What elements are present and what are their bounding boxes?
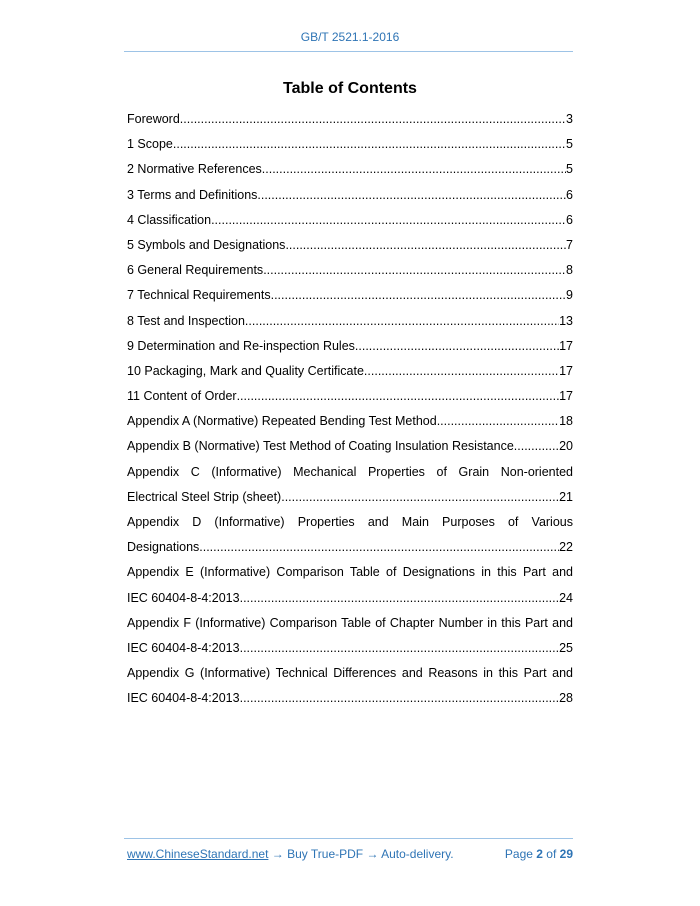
toc-entry-page: 7 bbox=[566, 237, 573, 252]
header-standard-number: GB/T 2521.1-2016 bbox=[300, 30, 400, 44]
toc-dot-leader bbox=[180, 110, 566, 128]
toc-entry-page: 18 bbox=[559, 414, 573, 429]
toc-dot-leader bbox=[199, 538, 559, 556]
toc-entry-page: 13 bbox=[559, 313, 573, 328]
toc-entry-page: 17 bbox=[559, 338, 573, 353]
toc-dot-leader bbox=[240, 639, 560, 657]
toc-entry-appendix-g-line1[interactable]: Appendix G (Informative) Technical Differences and Reasons in this Part and bbox=[127, 666, 573, 681]
toc-entry-page: 20 bbox=[559, 439, 573, 454]
toc-entry-appendix-g[interactable] bbox=[127, 689, 573, 714]
toc-dot-leader bbox=[240, 589, 560, 607]
toc-dot-leader bbox=[245, 312, 559, 330]
toc-dot-leader bbox=[173, 135, 566, 153]
toc-entry-label: IEC 60404-8-4:2013 bbox=[127, 691, 240, 706]
toc-dot-leader bbox=[281, 488, 559, 506]
toc-entry-appendix-f-line1[interactable]: Appendix F (Informative) Comparison Table of Chapter Number in this Part and bbox=[127, 615, 573, 630]
toc-entry-label: 7 Technical Requirements bbox=[127, 288, 271, 303]
footer-promo-text: → Buy True-PDF → Auto-delivery. bbox=[268, 847, 454, 861]
toc-dot-leader bbox=[263, 261, 566, 279]
toc-entry-appendix-d-line1[interactable]: Appendix D (Informative) Properties and Main Purposes of Various bbox=[127, 515, 573, 529]
toc-entry-appendix-f[interactable] bbox=[127, 639, 573, 664]
toc-entry-label: 8 Test and Inspection bbox=[127, 313, 245, 328]
page-of: of bbox=[542, 847, 560, 861]
toc-entry-label: Appendix B (Normative) Test Method of Coating Insulation Resistance bbox=[127, 439, 514, 454]
toc-entry-page: 5 bbox=[566, 162, 573, 177]
page-prefix: Page bbox=[504, 847, 537, 861]
toc-entry-page: 5 bbox=[566, 137, 573, 152]
toc-entry-page: 8 bbox=[566, 263, 573, 278]
toc-entry-page: 24 bbox=[559, 590, 573, 605]
toc-entry-page: 9 bbox=[566, 288, 573, 303]
toc-entry-symbols-and-designations[interactable] bbox=[127, 236, 573, 261]
toc-entry-test-and-inspection[interactable] bbox=[127, 312, 573, 337]
toc-entry-label: 4 Classification bbox=[127, 212, 212, 227]
toc-entry-page: 28 bbox=[559, 691, 573, 706]
toc-entry-appendix-c-line1[interactable]: Appendix C (Informative) Mechanical Properties of Grain Non-oriented bbox=[127, 464, 573, 479]
toc-entry-label: 9 Determination and Re-inspection Rules bbox=[127, 338, 355, 353]
toc-dot-leader bbox=[285, 236, 566, 254]
toc-entry-content-of-order[interactable] bbox=[127, 387, 573, 412]
toc-entry-label: Foreword bbox=[127, 112, 180, 126]
toc-entry-technical-requirements[interactable] bbox=[127, 286, 573, 311]
toc-entry-label: IEC 60404-8-4:2013 bbox=[127, 590, 240, 605]
toc-dot-leader bbox=[237, 387, 560, 405]
toc-dot-leader bbox=[240, 689, 560, 707]
toc-entry-classification[interactable] bbox=[127, 211, 573, 236]
toc-entry-label: 5 Symbols and Designations bbox=[127, 237, 286, 252]
toc-title: Table of Contents bbox=[283, 80, 417, 97]
toc-dot-leader bbox=[211, 211, 566, 229]
toc-entry-appendix-c[interactable] bbox=[127, 488, 573, 513]
website-link[interactable]: www.ChineseStandard.net bbox=[127, 847, 269, 861]
toc-entry-appendix-d[interactable] bbox=[127, 538, 573, 563]
toc-entry-appendix-e[interactable] bbox=[127, 589, 573, 614]
toc-entry-page: 17 bbox=[559, 389, 573, 404]
toc-entry-page: 21 bbox=[559, 489, 573, 504]
toc-entry-appendix-e-line1[interactable]: Appendix E (Informative) Comparison Table of Designations in this Part and bbox=[127, 565, 573, 580]
footer-promo bbox=[127, 847, 454, 861]
toc-entry-page: 6 bbox=[566, 212, 573, 227]
toc-dot-leader bbox=[271, 286, 566, 304]
toc-entry-determination-rules[interactable] bbox=[127, 337, 573, 362]
toc-dot-leader bbox=[437, 412, 559, 430]
table-of-contents bbox=[127, 110, 573, 715]
toc-dot-leader bbox=[355, 337, 559, 355]
toc-entry-page: 22 bbox=[559, 540, 573, 555]
toc-entry-packaging[interactable] bbox=[127, 362, 573, 387]
toc-entry-label: 3 Terms and Definitions bbox=[127, 187, 258, 202]
toc-dot-leader bbox=[257, 186, 566, 204]
toc-entry-label: 10 Packaging, Mark and Quality Certificate bbox=[127, 363, 364, 378]
toc-dot-leader bbox=[364, 362, 559, 380]
page-footer bbox=[127, 847, 573, 861]
toc-entry-general-requirements[interactable] bbox=[127, 261, 573, 286]
current-page-number: 2 bbox=[536, 847, 543, 861]
page-indicator bbox=[505, 847, 573, 861]
toc-entry-label: 1 Scope bbox=[127, 137, 173, 152]
toc-entry-label: Appendix A (Normative) Repeated Bending Test Method bbox=[127, 414, 437, 429]
toc-entry-page: 3 bbox=[566, 112, 573, 126]
footer-divider bbox=[124, 838, 573, 839]
toc-entry-page: 17 bbox=[559, 363, 573, 378]
toc-entry-foreword[interactable] bbox=[127, 110, 573, 135]
toc-dot-leader bbox=[262, 160, 566, 178]
toc-entry-label: Electrical Steel Strip (sheet) bbox=[127, 489, 282, 504]
toc-entry-label: 2 Normative References bbox=[127, 162, 262, 177]
toc-entry-appendix-b[interactable] bbox=[127, 437, 573, 462]
toc-entry-label: Designations bbox=[127, 540, 200, 555]
toc-entry-terms-and-definitions[interactable] bbox=[127, 186, 573, 211]
toc-entry-normative-references[interactable] bbox=[127, 160, 573, 185]
toc-dot-leader bbox=[514, 437, 559, 455]
toc-entry-page: 6 bbox=[566, 187, 573, 202]
toc-entry-label: IEC 60404-8-4:2013 bbox=[127, 640, 240, 655]
toc-entry-label: 6 General Requirements bbox=[127, 263, 264, 278]
toc-entry-appendix-a[interactable] bbox=[127, 412, 573, 437]
header-divider bbox=[124, 51, 573, 52]
toc-entry-scope[interactable] bbox=[127, 135, 573, 160]
toc-entry-page: 25 bbox=[559, 640, 573, 655]
total-page-count: 29 bbox=[559, 847, 573, 861]
toc-entry-label: 11 Content of Order bbox=[127, 389, 237, 404]
